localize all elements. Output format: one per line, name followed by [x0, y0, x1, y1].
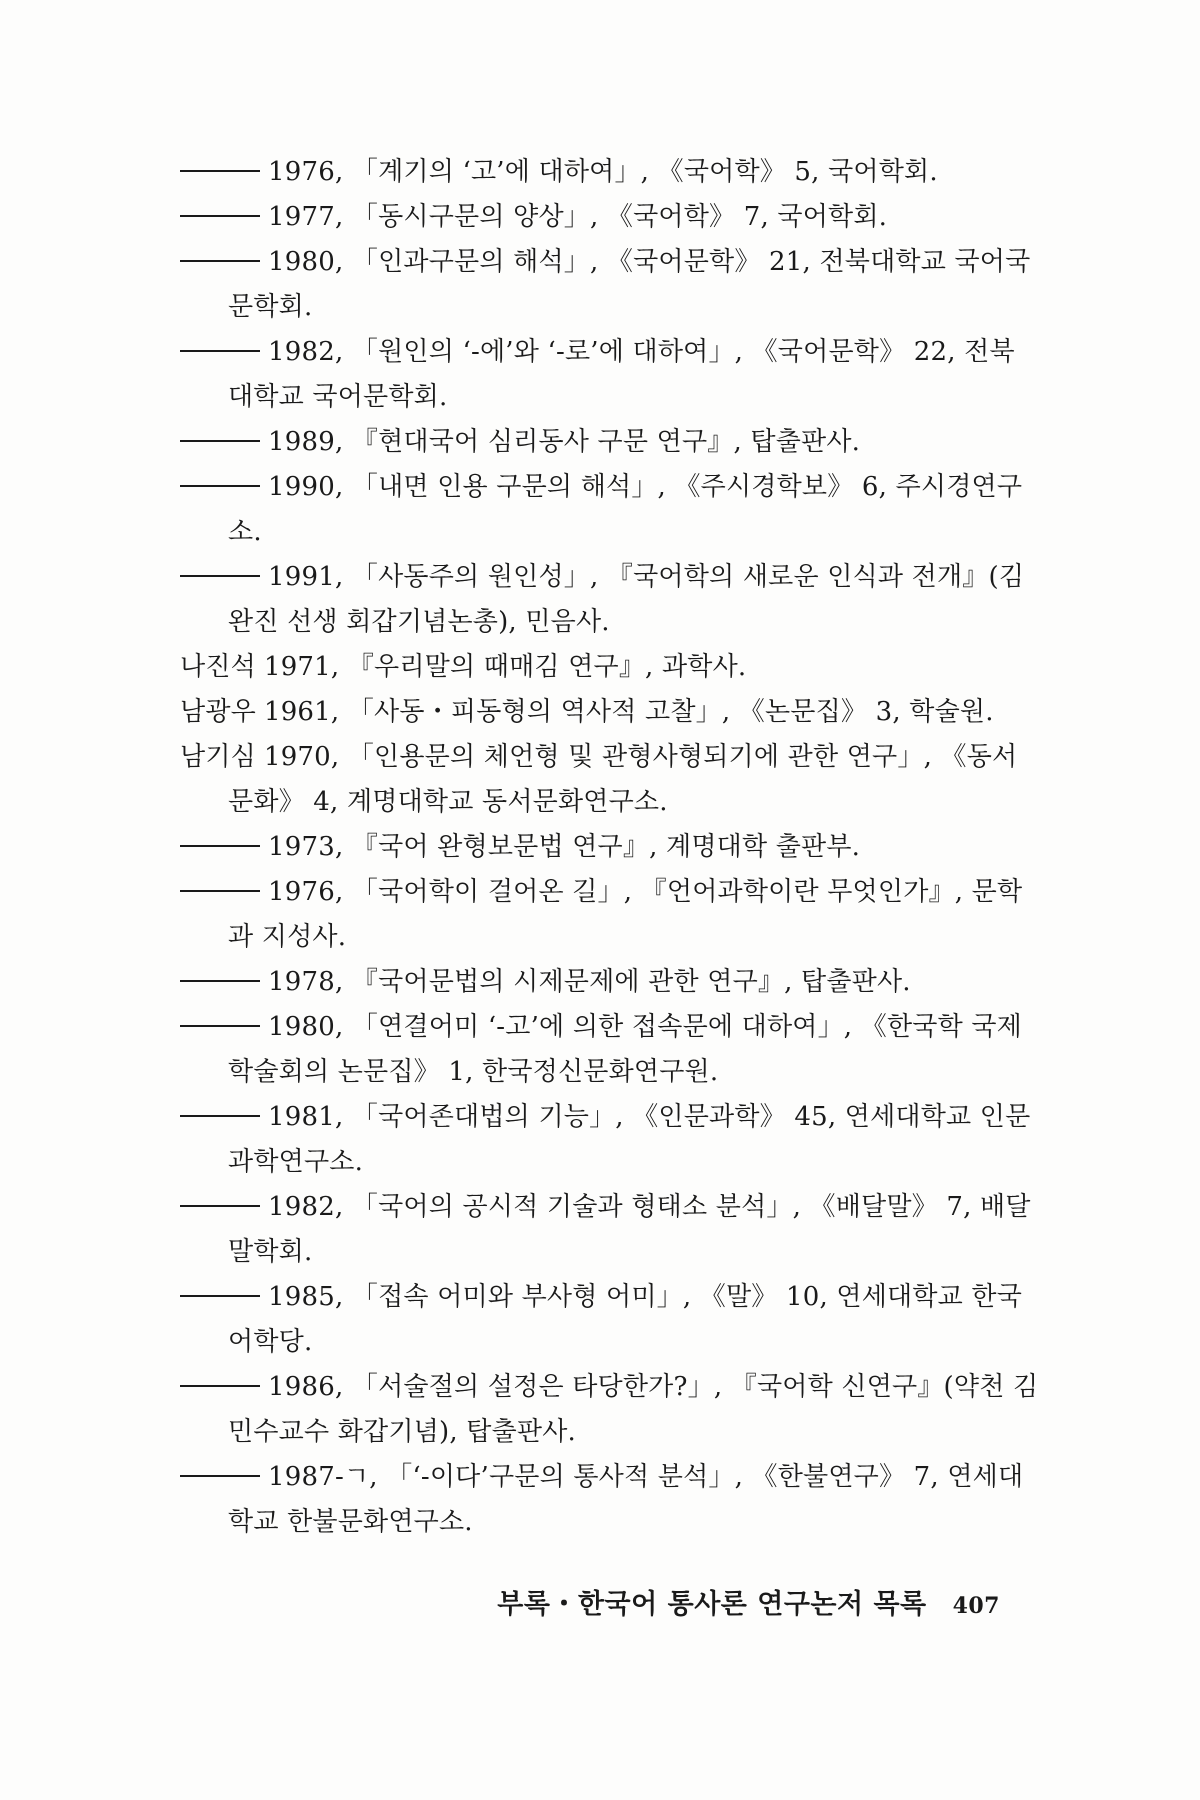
bibliography-entry — [180, 240, 1040, 330]
entry-text: 1985, 「접속 어미와 부사형 어미」, 《말》 10, 연세대학교 한국어학당. — [228, 1282, 1023, 1357]
ditto-dash — [180, 215, 260, 217]
ditto-dash — [180, 1025, 260, 1027]
entry-text: 1976, 「국어학이 걸어온 길」, 『언어과학이란 무엇인가』, 문학과 지성사. — [228, 877, 1023, 952]
ditto-dash — [180, 1115, 260, 1117]
entry-text: 1990, 「내면 인용 구문의 해석」, 《주시경학보》 6, 주시경연구소. — [228, 472, 1023, 547]
entry-text: 1977, 「동시구문의 양상」, 《국어학》 7, 국어학회. — [268, 202, 888, 232]
ditto-dash — [180, 170, 260, 172]
ditto-dash — [180, 845, 260, 847]
entry-text: 1989, 『현대국어 심리동사 구문 연구』, 탑출판사. — [268, 427, 861, 457]
bibliography-entry — [180, 555, 1040, 645]
entry-text: 1982, 「국어의 공시적 기술과 형태소 분석」, 《배달말》 7, 배달말학회. — [228, 1192, 1031, 1267]
entry-text: 1978, 『국어문법의 시제문제에 관한 연구』, 탑출판사. — [268, 967, 911, 997]
ditto-dash — [180, 350, 260, 352]
entry-text: 1991, 「사동주의 원인성」, 『국어학의 새로운 인식과 전개』(김완진 선생 회갑기념논총), 민음사. — [228, 562, 1025, 637]
ditto-dash — [180, 575, 260, 577]
bibliography-entry — [180, 1455, 1040, 1545]
ditto-dash — [180, 440, 260, 442]
bibliography-entry — [180, 645, 1040, 690]
running-footer — [497, 1582, 1000, 1621]
bibliography-entry — [180, 420, 1040, 465]
entry-text: 1961, 「사동・피동형의 역사적 고찰」, 《논문집》 3, 학술원. — [263, 697, 994, 727]
bibliography-entry — [180, 150, 1040, 195]
bibliography-entry — [180, 465, 1040, 555]
entry-text: 1982, 「원인의 ‘-에’와 ‘-로’에 대하여」, 《국어문학》 22, 전북대학교 국어문학회. — [228, 337, 1015, 412]
entry-text: 1986, 「서술절의 설정은 타당한가?」, 『국어학 신연구』(약천 김민수교수 화갑기념), 탑출판사. — [228, 1372, 1039, 1447]
bibliography-list — [180, 150, 1040, 1545]
entry-text: 1973, 『국어 완형보문법 연구』, 계명대학 출판부. — [268, 832, 861, 862]
entry-text: 1970, 「인용문의 체언형 및 관형사형되기에 관한 연구」, 《동서문화》 4, 계명대학교 동서문화연구소. — [228, 742, 1018, 817]
bibliography-entry — [180, 690, 1040, 735]
bibliography-entry — [180, 735, 1040, 825]
ditto-dash — [180, 1385, 260, 1387]
bibliography-entry — [180, 1095, 1040, 1185]
ditto-dash — [180, 260, 260, 262]
bibliography-entry — [180, 1185, 1040, 1275]
bibliography-entry — [180, 195, 1040, 240]
ditto-dash — [180, 1205, 260, 1207]
running-title: 부록・한국어 통사론 연구논저 목록 — [497, 1589, 927, 1620]
ditto-dash — [180, 485, 260, 487]
ditto-dash — [180, 1295, 260, 1297]
bibliography-entry — [180, 1005, 1040, 1095]
entry-text: 1987-ㄱ, 「‘-이다’구문의 통사적 분석」, 《한불연구》 7, 연세대학교 한불문화연구소. — [228, 1462, 1024, 1537]
bibliography-entry — [180, 330, 1040, 420]
entry-author: 나진석 — [180, 652, 256, 682]
page-number: 407 — [952, 1593, 1000, 1619]
bibliography-entry — [180, 1365, 1040, 1455]
bibliography-entry — [180, 870, 1040, 960]
entry-author: 남기심 — [180, 742, 256, 772]
entry-text: 1980, 「인과구문의 해석」, 《국어문학》 21, 전북대학교 국어국문학회. — [228, 247, 1031, 322]
entry-text: 1981, 「국어존대법의 기능」, 《인문과학》 45, 연세대학교 인문과학연구소. — [228, 1102, 1031, 1177]
entry-text: 1971, 『우리말의 때매김 연구』, 과학사. — [263, 652, 747, 682]
ditto-dash — [180, 980, 260, 982]
bibliography-entry — [180, 960, 1040, 1005]
entry-author: 남광우 — [180, 697, 256, 727]
entry-text: 1976, 「계기의 ‘고’에 대하여」, 《국어학》 5, 국어학회. — [268, 157, 938, 187]
bibliography-entry — [180, 825, 1040, 870]
ditto-dash — [180, 890, 260, 892]
ditto-dash — [180, 1475, 260, 1477]
entry-text: 1980, 「연결어미 ‘-고’에 의한 접속문에 대하여」, 《한국학 국제학술회의 논문집》 1, 한국정신문화연구원. — [228, 1012, 1022, 1087]
bibliography-entry — [180, 1275, 1040, 1365]
